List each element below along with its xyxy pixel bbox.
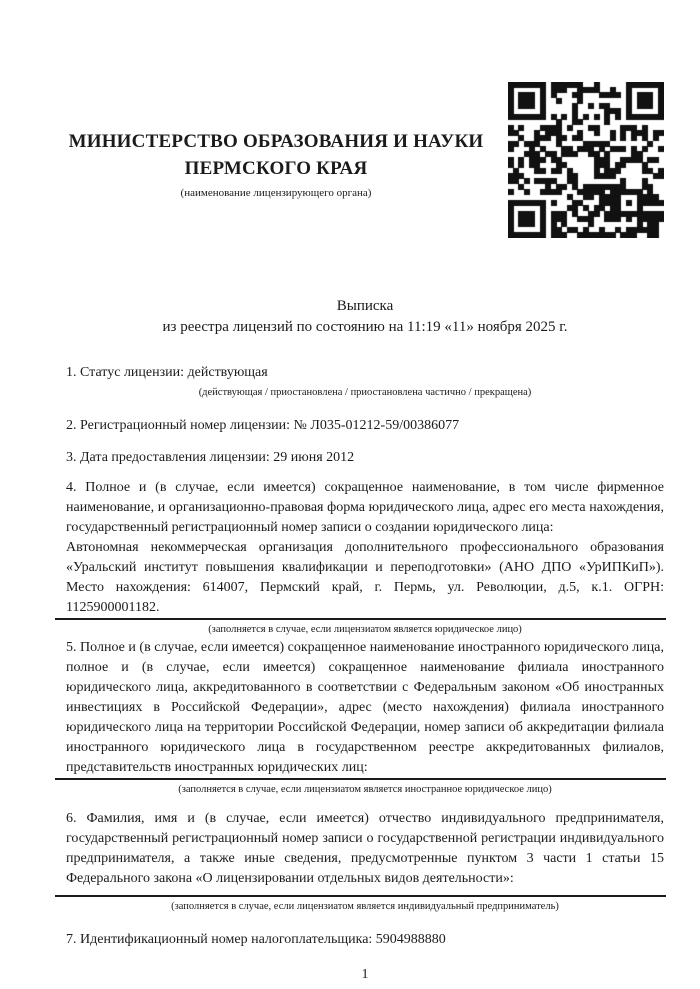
individual-entrepreneur-blank-field — [55, 889, 666, 897]
ministry-name — [66, 128, 486, 182]
qr-code-icon — [508, 82, 664, 238]
page-number: 1 — [361, 967, 369, 982]
license-status-caption: (действующая / приостановлена / приостановлена частично / прекращена) — [198, 387, 532, 398]
foreign-entity-caption: (заполняется в случае, если лицензиатом является иностранное юридическое лицо) — [178, 784, 552, 795]
individual-entrepreneur-caption: (заполняется в случае, если лицензиатом является индивидуальный предприниматель) — [171, 901, 559, 912]
individual-entrepreneur-heading: 6. Фамилия, имя и (в случае, если имеется) отчество индивидуального предпринимателя, государственный регистрационный номер записи о государственной регистрации индивидуального предпринимателя, а также иные сведения, предусмотренные пунктом 3 части 1 статьи 15 Федерального закона «О лицензировании отдельных видов деятельности»: — [66, 811, 664, 886]
document-title-line1: Выписка — [336, 298, 394, 314]
foreign-entity-heading: 5. Полное и (в случае, если имеется) сокращенное наименование иностранного юридического лица, полное и (в случае, если имеется) сокращенное наименование филиала иностранного юридического лица, аккредитованного в соответствии с Федеральным законом «Об иностранных инвестициях в Российской Федерации», адрес (место нахождения) филиала иностранного юридического лица на территории Российской Федерации, номер записи об аккредитации филиала иностранного юридического лица в государственном реестре аккредитованных филиалов, представительств иностранных юридических лиц: — [66, 640, 664, 775]
foreign-entity-value-field — [55, 638, 666, 780]
legal-entity-value-field — [55, 538, 666, 620]
registration-number-text: 2. Регистрационный номер лицензии: № Л035-01212-59/00386077 — [66, 418, 460, 433]
taxpayer-number-text: 7. Идентификационный номер налогоплательщика: 5904988880 — [66, 932, 446, 947]
licensing-authority-block — [66, 128, 486, 200]
item-license-status — [66, 363, 664, 399]
item-taxpayer-number — [66, 930, 664, 950]
ministry-name-line1: МИНИСТЕРСТВО ОБРАЗОВАНИЯ И НАУКИ — [68, 131, 484, 152]
item-individual-entrepreneur — [66, 809, 664, 913]
item-legal-entity — [66, 478, 664, 636]
document-header — [66, 0, 664, 260]
legal-entity-caption: (заполняется в случае, если лицензиатом является юридическое лицо) — [208, 624, 522, 635]
ministry-caption: (наименование лицензирующего органа) — [180, 187, 372, 199]
document-title-line2: из реестра лицензий по состоянию на 11:19 «11» ноября 2025 г. — [162, 319, 568, 335]
item-foreign-entity — [66, 638, 664, 796]
license-status-text: 1. Статус лицензии: действующая — [66, 365, 268, 380]
ministry-name-line2: ПЕРМСКОГО КРАЯ — [184, 158, 368, 179]
grant-date-text: 3. Дата предоставления лицензии: 29 июня 2012 — [66, 450, 355, 465]
item-grant-date — [66, 448, 664, 468]
item-registration-number — [66, 416, 664, 436]
legal-entity-value: Автономная некоммерческая организация дополнительного профессионального образования «Уральский институт повышения квалификации и переподготовки» (АНО ДПО «УрИПКиП»). Место нахождения: 614007, Пермский край, г. Пермь, ул. Революции, д.5, к.1. ОГРН: 1125900001182. — [66, 540, 664, 615]
document-title — [66, 296, 664, 338]
legal-entity-heading: 4. Полное и (в случае, если имеется) сокращенное наименование, в том числе фирменное наименование, и организационно-правовая форма юридического лица, адрес его места нахождения, государственный регистрационный номер записи о создании юридического лица: — [66, 480, 664, 535]
